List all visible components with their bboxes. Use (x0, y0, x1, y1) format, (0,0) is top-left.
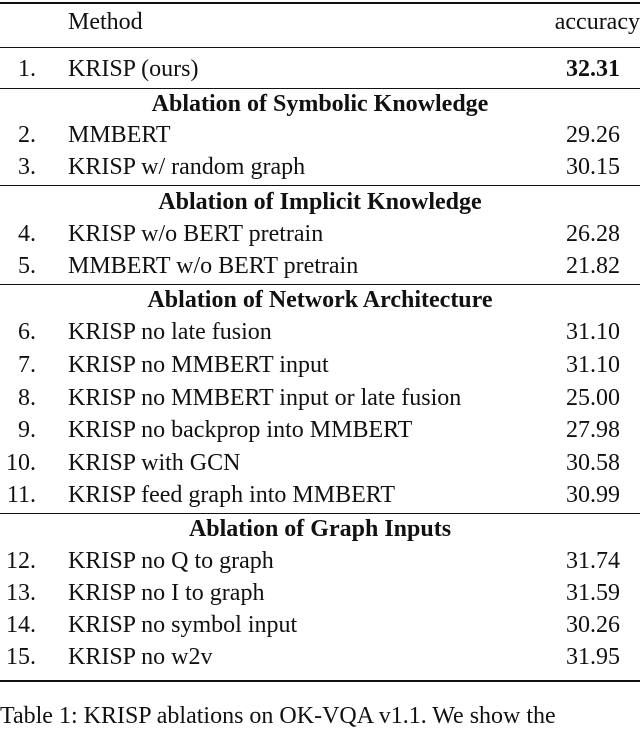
row-accuracy: 31.10 (566, 319, 620, 345)
row-number: 12. (6, 548, 36, 574)
row-number: 1. (18, 56, 36, 82)
row-accuracy: 32.31 (566, 56, 620, 82)
table-row (0, 53, 640, 86)
table-row (0, 349, 640, 382)
row-number: 11. (6, 482, 36, 508)
row-method: KRISP no I to graph (68, 580, 265, 606)
row-number: 13. (6, 580, 36, 606)
table-row (0, 447, 640, 480)
table-row (0, 250, 640, 283)
row-accuracy: 31.59 (566, 580, 620, 606)
header-rule (0, 47, 640, 48)
row-number: 4. (18, 221, 36, 247)
table-row (0, 382, 640, 415)
row-accuracy: 25.00 (566, 385, 620, 411)
row-number: 15. (6, 644, 36, 670)
row-method: KRISP no backprop into MMBERT (68, 417, 413, 443)
table-row (0, 641, 640, 674)
row-accuracy: 31.74 (566, 548, 620, 574)
row-accuracy: 26.28 (566, 221, 620, 247)
row-accuracy: 29.26 (566, 122, 620, 148)
row-accuracy: 31.10 (566, 352, 620, 378)
row-method: MMBERT w/o BERT pretrain (68, 253, 359, 279)
row-number: 5. (18, 253, 36, 279)
row-number: 10. (6, 450, 36, 476)
table-row (0, 609, 640, 642)
row-accuracy: 21.82 (566, 253, 620, 279)
row-method: KRISP no MMBERT input (68, 352, 329, 378)
row-accuracy: 27.98 (566, 417, 620, 443)
row-method: KRISP (ours) (68, 56, 199, 82)
row-accuracy: 30.58 (566, 450, 620, 476)
row-method: KRISP w/ random graph (68, 154, 306, 180)
row-method: KRISP with GCN (68, 450, 241, 476)
section-title: Ablation of Network Architecture (147, 287, 493, 313)
row-method: KRISP no MMBERT input or late fusion (68, 385, 462, 411)
row-accuracy: 30.26 (566, 612, 620, 638)
table-row (0, 545, 640, 578)
row-number: 6. (18, 319, 36, 345)
row-method: KRISP no w2v (68, 644, 213, 670)
row-number: 14. (6, 612, 36, 638)
section-title: Ablation of Symbolic Knowledge (151, 91, 489, 117)
row-number: 9. (18, 417, 36, 443)
table-row (0, 218, 640, 251)
row-method: KRISP no Q to graph (68, 548, 274, 574)
table-row (0, 479, 640, 512)
table-row (0, 577, 640, 610)
row-accuracy: 30.99 (566, 482, 620, 508)
section-title: Ablation of Implicit Knowledge (158, 189, 482, 215)
row-method: KRISP feed graph into MMBERT (68, 482, 395, 508)
row-number: 8. (18, 385, 36, 411)
column-header-accuracy: accuracy (554, 9, 640, 35)
table-top-rule (0, 2, 640, 4)
column-header-method: Method (68, 9, 143, 35)
row-method: KRISP w/o BERT pretrain (68, 221, 324, 247)
row-accuracy: 31.95 (566, 644, 620, 670)
table-row (0, 414, 640, 447)
row-number: 3. (18, 154, 36, 180)
table-row (0, 316, 640, 349)
row-method: KRISP no late fusion (68, 319, 272, 345)
row-method: KRISP no symbol input (68, 612, 298, 638)
row-accuracy: 30.15 (566, 154, 620, 180)
table-caption: Table 1: KRISP ablations on OK-VQA v1.1. We show the (0, 703, 556, 729)
table-row (0, 151, 640, 184)
table-bottom-rule (0, 680, 640, 682)
row-method: MMBERT (68, 122, 171, 148)
row-number: 2. (18, 122, 36, 148)
table-row (0, 119, 640, 152)
row-number: 7. (18, 352, 36, 378)
section-title: Ablation of Graph Inputs (188, 516, 452, 542)
